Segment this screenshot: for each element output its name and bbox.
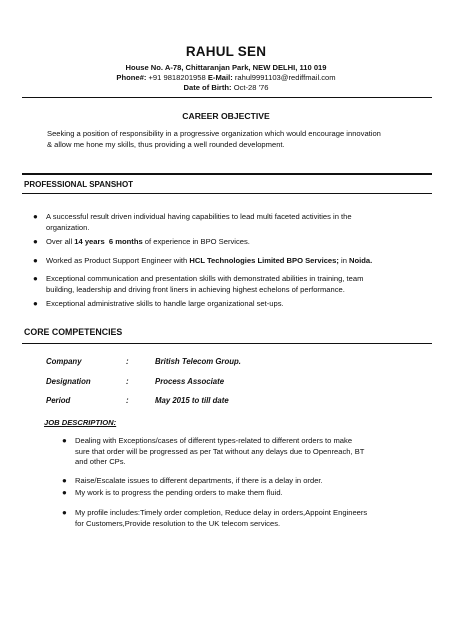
snapshot-list (33, 274, 364, 295)
email-label: E-Mail: (207, 73, 233, 82)
jd-list (62, 508, 368, 529)
address: House No. A-78, Chittaranjan Park, NEW DELHI, 110 019 (125, 63, 327, 72)
company-sep: : (126, 357, 129, 366)
core-divider (22, 343, 432, 344)
bullet-icon: ● (33, 237, 38, 246)
bullet-icon: ● (62, 488, 67, 497)
jd-list (62, 488, 283, 499)
email-value: rahul9991103@rediffmail.com (234, 73, 336, 82)
dob-line (0, 82, 452, 93)
snapshot-bottom-divider (22, 193, 432, 194)
snapshot-item-1: ● A successful result driven individual having capabilities to lead multi faceted activities in the organization. (33, 212, 352, 232)
career-objective-line2: & allow me hone my skills, thus providing a well rounded development. (47, 140, 285, 149)
career-objective-line1: Seeking a position of responsibility in a progressive organization which would encourage innovation (47, 129, 381, 138)
jd-item-4: ● My profile includes:Timely order completion, Reduce delay in orders,Appoint Engineers for Customers,Provide resolution to the UK telecom services. (62, 508, 368, 528)
dob-value: Oct-28 '76 (233, 83, 269, 92)
candidate-name: RAHUL SEN (185, 44, 267, 59)
jd-list (62, 436, 365, 468)
jd-item-2: ● Raise/Escalate issues to different departments, if there is a delay in order. (62, 476, 323, 485)
period-value: May 2015 to till date (155, 396, 229, 405)
period-label: Period (46, 396, 71, 405)
snapshot-list (33, 237, 250, 248)
snapshot-list (33, 256, 373, 267)
snapshot-list (33, 212, 352, 233)
core-competencies-title: CORE COMPETENCIES (24, 327, 123, 337)
company-value: British Telecom Group. (155, 357, 241, 366)
bullet-icon: ● (33, 299, 38, 308)
header-divider (22, 97, 432, 98)
bullet-icon: ● (33, 256, 38, 265)
bullet-icon: ● (33, 274, 38, 283)
designation-label: Designation (46, 377, 91, 386)
snapshot-item-4: ● Exceptional communication and presentation skills with demonstrated abilities in training, team building, leadership and driving front liners in achieving highest echelons of performance. (33, 274, 364, 294)
bullet-icon: ● (33, 212, 38, 221)
snapshot-item-3: ● Worked as Product Support Engineer with HCL Technologies Limited BPO Services; in Noida. (33, 256, 373, 265)
career-objective-title: CAREER OBJECTIVE (182, 111, 270, 121)
snapshot-item-2: ● Over all 14 years 6 months of experience in BPO Services. (33, 237, 250, 246)
bullet-icon: ● (62, 436, 67, 445)
snapshot-item-5: ● Exceptional administrative skills to handle large organizational set-ups. (33, 299, 284, 308)
period-sep: : (126, 396, 129, 405)
bullet-icon: ● (62, 476, 67, 485)
jd-list (62, 476, 323, 487)
snapshot-list (33, 299, 284, 310)
phone-label: Phone#: (116, 73, 147, 82)
company-label: Company (46, 357, 82, 366)
job-description-title: JOB DESCRIPTION: (44, 418, 117, 427)
jd-item-3: ● My work is to progress the pending orders to make them fluid. (62, 488, 283, 497)
dob-label: Date of Birth: (183, 83, 232, 92)
phone-value: +91 9818201958 (148, 73, 206, 82)
bullet-icon: ● (62, 508, 67, 517)
designation-value: Process Associate (155, 377, 225, 386)
snapshot-top-divider (22, 173, 432, 175)
designation-sep: : (126, 377, 129, 386)
jd-item-1: ● Dealing with Exceptions/cases of different types-related to different orders to make sure that order will be progressed as per Tat without any delays due to Openreach, BT and other CPs. (62, 436, 365, 467)
professional-snapshot-title: PROFESSIONAL SPANSHOT (24, 180, 134, 189)
